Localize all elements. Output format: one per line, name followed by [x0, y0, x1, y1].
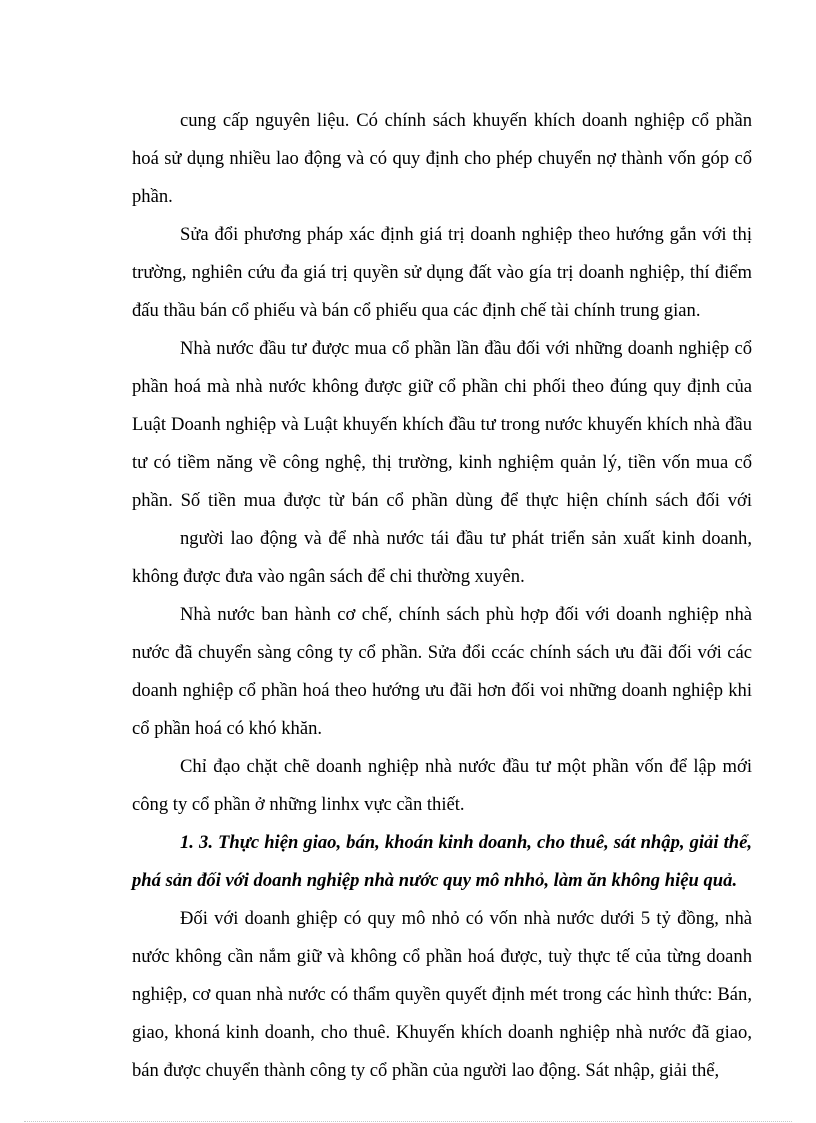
text-line: nghiệp, cơ quan nhà nước có thẩm quyền quyết định mét trong các hình thức: Bán, — [132, 984, 752, 1005]
text-line: người lao động và để nhà nước tái đầu tư phát triển sản xuất kinh doanh, — [180, 528, 752, 549]
text-line: phần. — [132, 186, 173, 207]
text-line: trường, nghiên cứu đa giá trị quyền sử dụng đất vào gía trị doanh nghiệp, thí điểm — [132, 262, 752, 283]
text-line: đấu thầu bán cổ phiếu và bán cổ phiếu qua các định chế tài chính trung gian. — [132, 300, 701, 321]
text-line: Sửa đổi phương pháp xác định giá trị doanh nghiệp theo hướng gắn với thị — [180, 224, 752, 245]
text-line: hoá sử dụng nhiều lao động và có quy định cho phép chuyển nợ thành vốn góp cổ — [132, 148, 752, 169]
text-line: Nhà nước đầu tư được mua cổ phần lần đầu đối với những doanh nghiệp cổ — [180, 338, 752, 359]
text-line: Nhà nước ban hành cơ chế, chính sách phù hợp đối với doanh nghiệp nhà — [180, 604, 752, 625]
text-line: Chỉ đạo chặt chẽ doanh nghiệp nhà nước đầu tư một phần vốn để lập mới — [180, 756, 752, 777]
text-line: cung cấp nguyên liệu. Có chính sách khuyến khích doanh nghiệp cổ phần — [180, 110, 752, 131]
text-line: doanh nghiệp cổ phần hoá theo hướng ưu đãi hơn đối voi những doanh nghiệp khi — [132, 680, 752, 701]
text-line: nước đã chuyển sàng công ty cổ phần. Sửa đổi ccác chính sách ưu đãi đối với các — [132, 642, 752, 663]
text-line: tư có tiềm năng về công nghệ, thị trường, kinh nghiệm quản lý, tiền vốn mua cổ — [132, 452, 752, 473]
section-heading: phá sản đối với doanh nghiệp nhà nước quy mô nhhỏ, làm ăn không hiệu quả. — [132, 870, 738, 891]
text-line: cổ phần hoá có khó khăn. — [132, 718, 323, 739]
text-line: Luật Doanh nghiệp và Luật khuyến khích đầu tư trong nước khuyến khích nhà đầu — [132, 414, 752, 435]
text-line: nước không cần nắm giữ và không cổ phần hoá được, tuỳ thực tế của từng doanh — [132, 946, 752, 967]
page-bottom-divider — [24, 1121, 792, 1122]
text-line: Đối với doanh ghiệp có quy mô nhỏ có vốn nhà nước dưới 5 tỷ đồng, nhà — [180, 908, 752, 929]
text-line: giao, khoná kinh doanh, cho thuê. Khuyến khích doanh nghiệp nhà nước đã giao, — [132, 1022, 752, 1043]
text-line: bán được chuyển thành công ty cổ phần của người lao động. Sát nhập, giải thể, — [132, 1060, 720, 1081]
section-heading: 1. 3. Thực hiện giao, bán, khoán kinh doanh, cho thuê, sát nhập, giải thể, — [180, 832, 752, 853]
text-line: không được đưa vào ngân sách để chi thường xuyên. — [132, 566, 525, 587]
text-line: phần hoá mà nhà nước không được giữ cổ phần chi phối theo đúng quy định của — [132, 376, 752, 397]
text-line: công ty cổ phần ở những linhx vực cần thiết. — [132, 794, 465, 815]
text-line: phần. Số tiền mua được từ bán cổ phần dùng để thực hiện chính sách đối với — [132, 490, 752, 511]
